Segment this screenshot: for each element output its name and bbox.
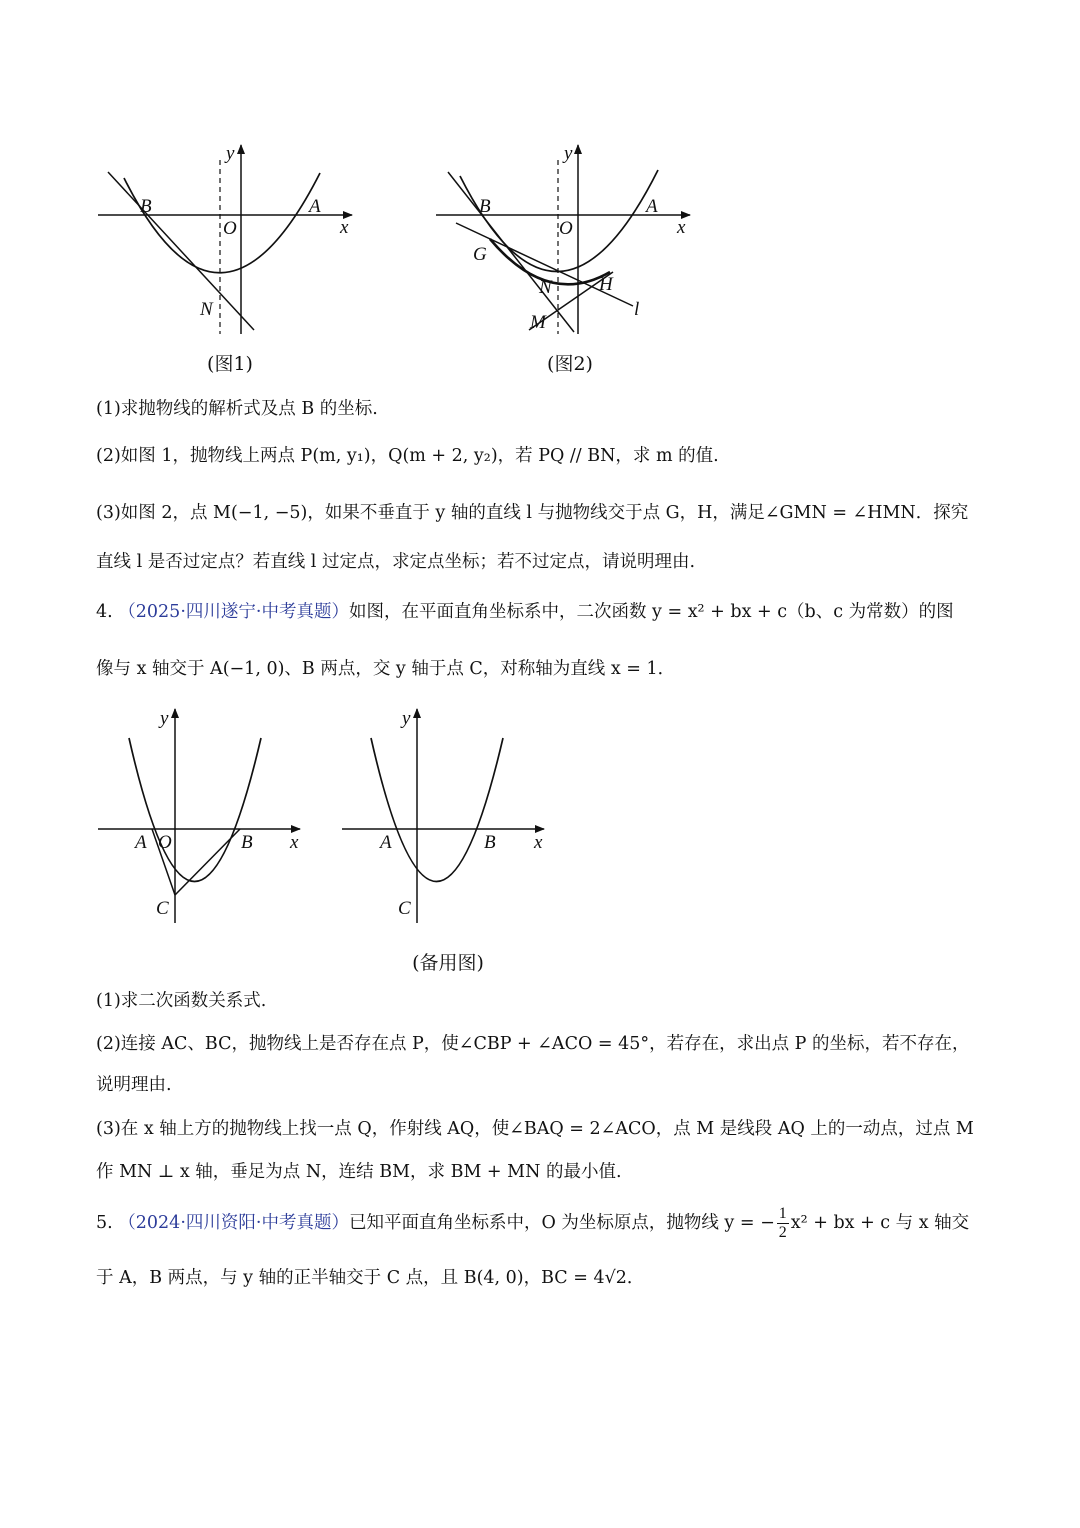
p5-number: 5.	[96, 1213, 113, 1233]
label-A: A	[135, 832, 147, 853]
label-x: x	[677, 217, 686, 238]
label-A: A	[646, 196, 658, 217]
label-A: A	[380, 832, 392, 853]
label-O: O	[223, 218, 237, 239]
p4-stem-line1	[96, 597, 954, 627]
label-A: A	[309, 196, 321, 217]
p5-stem-a: 已知平面直角坐标系中，O 为坐标原点，抛物线 y = −	[348, 1213, 775, 1233]
p3-q1: (1)求抛物线的解析式及点 B 的坐标.	[96, 399, 378, 419]
p4-q3-line1: (3)在 x 轴上方的抛物线上找一点 Q，作射线 AQ，使∠BAQ = 2∠ACO，点 M 是线段 AQ 上的一动点，过点 M	[96, 1119, 974, 1139]
label-x: x	[340, 217, 349, 238]
p3-q3-line2: 直线 l 是否过定点？若直线 l 过定点，求定点坐标；若不过定点，请说明理由.	[96, 552, 696, 572]
label-O: O	[559, 218, 573, 239]
label-y: y	[226, 143, 235, 164]
label-M: M	[530, 312, 546, 333]
label-y: y	[564, 143, 573, 164]
line-bn	[448, 172, 574, 332]
parabola	[129, 738, 261, 882]
figure-2	[428, 140, 708, 345]
p4-q2-line1: (2)连接 AC、BC，抛物线上是否存在点 P，使∠CBP + ∠ACO = 45°，若存在，求出点 P 的坐标，若不存在，	[96, 1034, 970, 1054]
label-B: B	[479, 196, 491, 217]
p3-q3-line1: (3)如图 2，点 M(−1, −5)，如果不垂直于 y 轴的直线 l 与抛物线交于点 G，H，满足∠GMN = ∠HMN．探究	[96, 503, 969, 523]
p5-stem-line2: 于 A，B 两点，与 y 轴的正半轴交于 C 点，且 B(4, 0)，BC = 4√2．	[96, 1268, 645, 1288]
p5-stem-b: x² + bx + c 与 x 轴交	[790, 1213, 970, 1233]
label-C: C	[156, 898, 169, 919]
figure-4-backup-caption: (备用图)	[412, 952, 484, 974]
figure-2-caption: (图2)	[547, 353, 593, 375]
p4-stem: 如图，在平面直角坐标系中，二次函数 y = x² + bx + c（b、c 为常数）的图	[348, 602, 954, 622]
p5-fraction	[777, 1205, 789, 1242]
label-x: x	[534, 832, 543, 853]
p4-stem-line2: 像与 x 轴交于 A(−1, 0)、B 两点，交 y 轴于点 C，对称轴为直线 x = 1．	[96, 659, 676, 679]
p5-stem-line1	[96, 1205, 969, 1242]
label-B: B	[484, 832, 496, 853]
figure-4-main	[92, 705, 312, 930]
p4-q1: (1)求二次函数关系式.	[96, 991, 267, 1011]
p5-source[interactable]: （2024·四川资阳·中考真题）	[118, 1213, 349, 1233]
p4-q3-line2: 作 MN ⊥ x 轴，垂足为点 N，连结 BM，求 BM + MN 的最小值.	[96, 1162, 622, 1182]
p4-source[interactable]: （2025·四川遂宁·中考真题）	[118, 602, 349, 622]
p4-number: 4.	[96, 602, 113, 622]
p3-q2: (2)如图 1，抛物线上两点 P(m, y₁)，Q(m + 2, y₂)，若 PQ // BN，求 m 的值.	[96, 446, 719, 466]
label-N: N	[539, 277, 552, 298]
label-y: y	[160, 708, 169, 729]
label-N: N	[200, 299, 213, 320]
label-B: B	[241, 832, 253, 853]
segment-bc	[175, 829, 240, 895]
label-l: l	[634, 299, 640, 320]
line-bn	[108, 172, 254, 330]
p5-frac-den: 2	[778, 1224, 787, 1241]
label-y: y	[402, 708, 411, 729]
label-O: O	[158, 832, 172, 853]
label-G: G	[473, 244, 487, 265]
p4-q2-line2: 说明理由.	[96, 1075, 172, 1095]
label-H: H	[599, 274, 613, 295]
label-B: B	[140, 196, 152, 217]
figure-1-caption: (图1)	[207, 353, 253, 375]
parabola	[371, 738, 503, 882]
label-C: C	[398, 898, 411, 919]
p5-frac-num: 1	[778, 1205, 787, 1222]
figure-1	[90, 140, 370, 345]
parabola	[124, 173, 320, 273]
figure-4-backup	[336, 705, 556, 930]
label-x: x	[290, 832, 299, 853]
